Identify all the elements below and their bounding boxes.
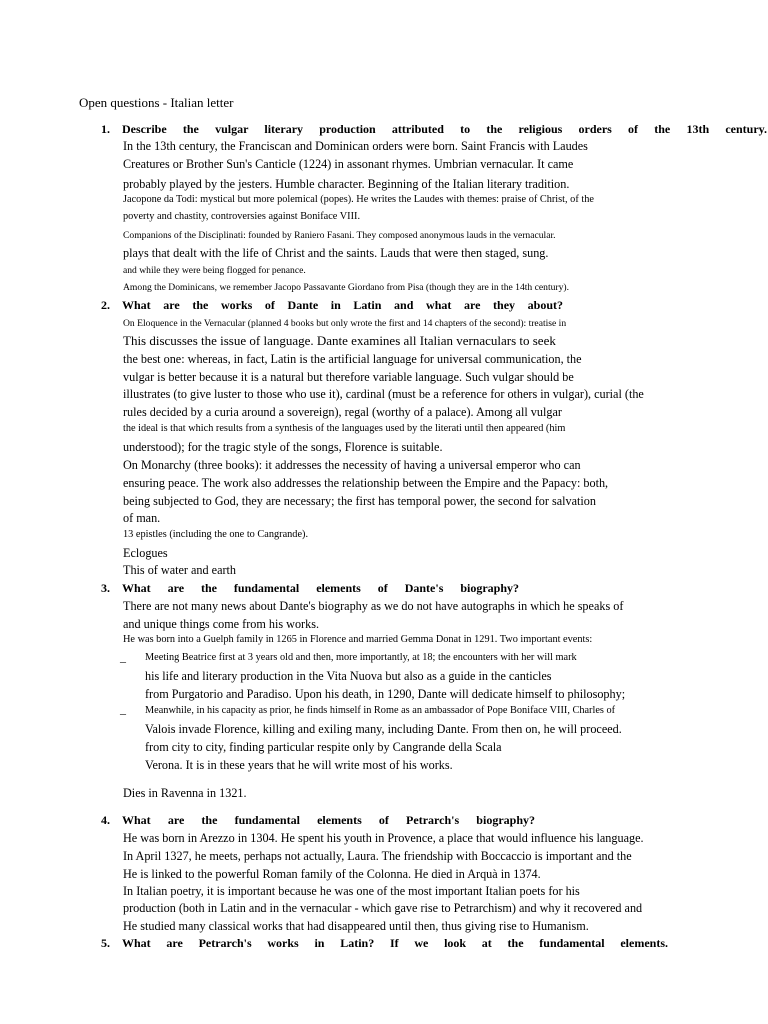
answer-line: Jacopone da Todi: mystical but more polemical (popes). He writes the Laudes with themes: praise of Christ, of the [123,194,594,205]
answer-line: illustrates (to give luster to those who use it), cardinal (must be a reference for others in vulgar), curial (the [123,387,644,401]
question-text: What are Petrarch's works in Latin? If we look at the fundamental elements. [122,936,668,950]
answer-line: He is linked to the powerful Roman family of the Colonna. He died in Arquà in 1374. [123,867,541,881]
question-number: 4. [101,813,110,827]
answer-line: He studied many classical works that had disappeared until then, thus giving rise to Humanism. [123,919,589,933]
bullet-line: from city to city, finding particular respite only by Cangrande della Scala [145,740,502,754]
answer-line: Companions of the Disciplinati: founded by Raniero Fasani. They composed anonymous lauds in the vernacular. [123,230,556,241]
bullet-line: Meanwhile, in his capacity as prior, he finds himself in Rome as an ambassador of Pope Boniface VIII, Charles of [145,705,616,716]
bullet-line: Valois invade Florence, killing and exiling many, including Dante. From then on, he will proceed. [145,722,622,736]
answer-line: and unique things come from his works. [123,617,319,631]
question-1 [101,122,767,138]
answer-line: This discusses the issue of language. Dante examines all Italian vernaculars to seek [123,333,556,348]
answer-line: On Monarchy (three books): it addresses the necessity of having a universal emperor who can [123,458,581,472]
answer-line: Creatures or Brother Sun's Canticle (1224) in assonant rhymes. Umbrian vernacular. It came [123,157,574,171]
bullet-line: from Purgatorio and Paradiso. Upon his death, in 1290, Dante will dedicate himself to philosophy; [145,687,626,701]
question-number: 1. [101,122,110,136]
question-text: Describe the vulgar literary production attributed to the religious orders of the 13th century. [122,122,767,136]
answer-line: 13 epistles (including the one to Cangrande). [123,529,309,540]
answer-line: rules decided by a curia around a sovereign), regal (worthy of a palace). Among all vulgar [123,405,562,419]
question-number: 3. [101,581,110,595]
answer-line: production (both in Latin and in the vernacular - which gave rise to Petrarchism) and why it recovered and [123,901,643,915]
answer-line: Eclogues [123,546,168,560]
answer-line: the ideal is that which results from a synthesis of the languages used by the literati until then appeared (him [123,423,566,434]
answer-line: of man. [123,511,161,525]
answer-line: In April 1327, he meets, perhaps not actually, Laura. The friendship with Boccaccio is important and the [123,849,632,863]
answer-line: Among the Dominicans, we remember Jacopo Passavante Giordano from Pisa (though they are in the 14th century). [123,282,569,293]
bullet-line: Verona. It is in these years that he will write most of his works. [145,758,453,772]
question-text: What are the fundamental elements of Petrarch's biography? [122,813,535,827]
answer-line: understood); for the tragic style of the songs, Florence is suitable. [123,440,443,454]
bullet-dash: – [120,654,126,668]
question-number: 5. [101,936,110,950]
answer-line: ensuring peace. The work also addresses the relationship between the Empire and the Papacy: both, [123,476,609,490]
answer-line: On Eloquence in the Vernacular (planned 4 books but only wrote the first and 14 chapters of the second): treatise in [123,318,567,329]
bullet-dash: – [120,706,126,720]
question-text: What are the fundamental elements of Dante's biography? [122,581,519,595]
answer-line: the best one: whereas, in fact, Latin is the artificial language for universal communication, the [123,352,582,366]
answer-line: and while they were being flogged for penance. [123,265,306,276]
answer-line: This of water and earth [123,563,237,577]
answer-line: being subjected to God, they are necessary; the first has temporal power, the second for salvation [123,494,596,508]
answer-line: In the 13th century, the Franciscan and Dominican orders were born. Saint Francis with Laudes [123,139,588,153]
answer-line: plays that dealt with the life of Christ and the saints. Lauds that were then staged, sung. [123,246,549,260]
answer-line: vulgar is better because it is a natural but therefore variable language. Such vulgar should be [123,370,574,384]
answer-line: probably played by the jesters. Humble character. Beginning of the Italian literary tradition. [123,177,570,191]
document-title: Open questions - Italian letter [79,95,234,110]
question-text: What are the works of Dante in Latin and what are they about? [122,298,563,312]
answer-line: Dies in Ravenna in 1321. [123,786,247,800]
answer-line: poverty and chastity, controversies against Boniface VIII. [123,211,361,222]
answer-line: In Italian poetry, it is important because he was one of the most important Italian poets for his [123,884,580,898]
question-number: 2. [101,298,110,312]
answer-line: He was born into a Guelph family in 1265 in Florence and married Gemma Donat in 1291. Two important events: [123,634,593,645]
bullet-line: his life and literary production in the Vita Nuova but also as a guide in the canticles [145,669,552,683]
bullet-line: Meeting Beatrice first at 3 years old and then, more importantly, at 18; the encounters with her will mark [145,652,577,663]
answer-line: There are not many news about Dante's biography as we do not have autographs in which he speaks of [123,599,624,613]
answer-line: He was born in Arezzo in 1304. He spent his youth in Provence, a place that would influence his language. [123,831,644,845]
